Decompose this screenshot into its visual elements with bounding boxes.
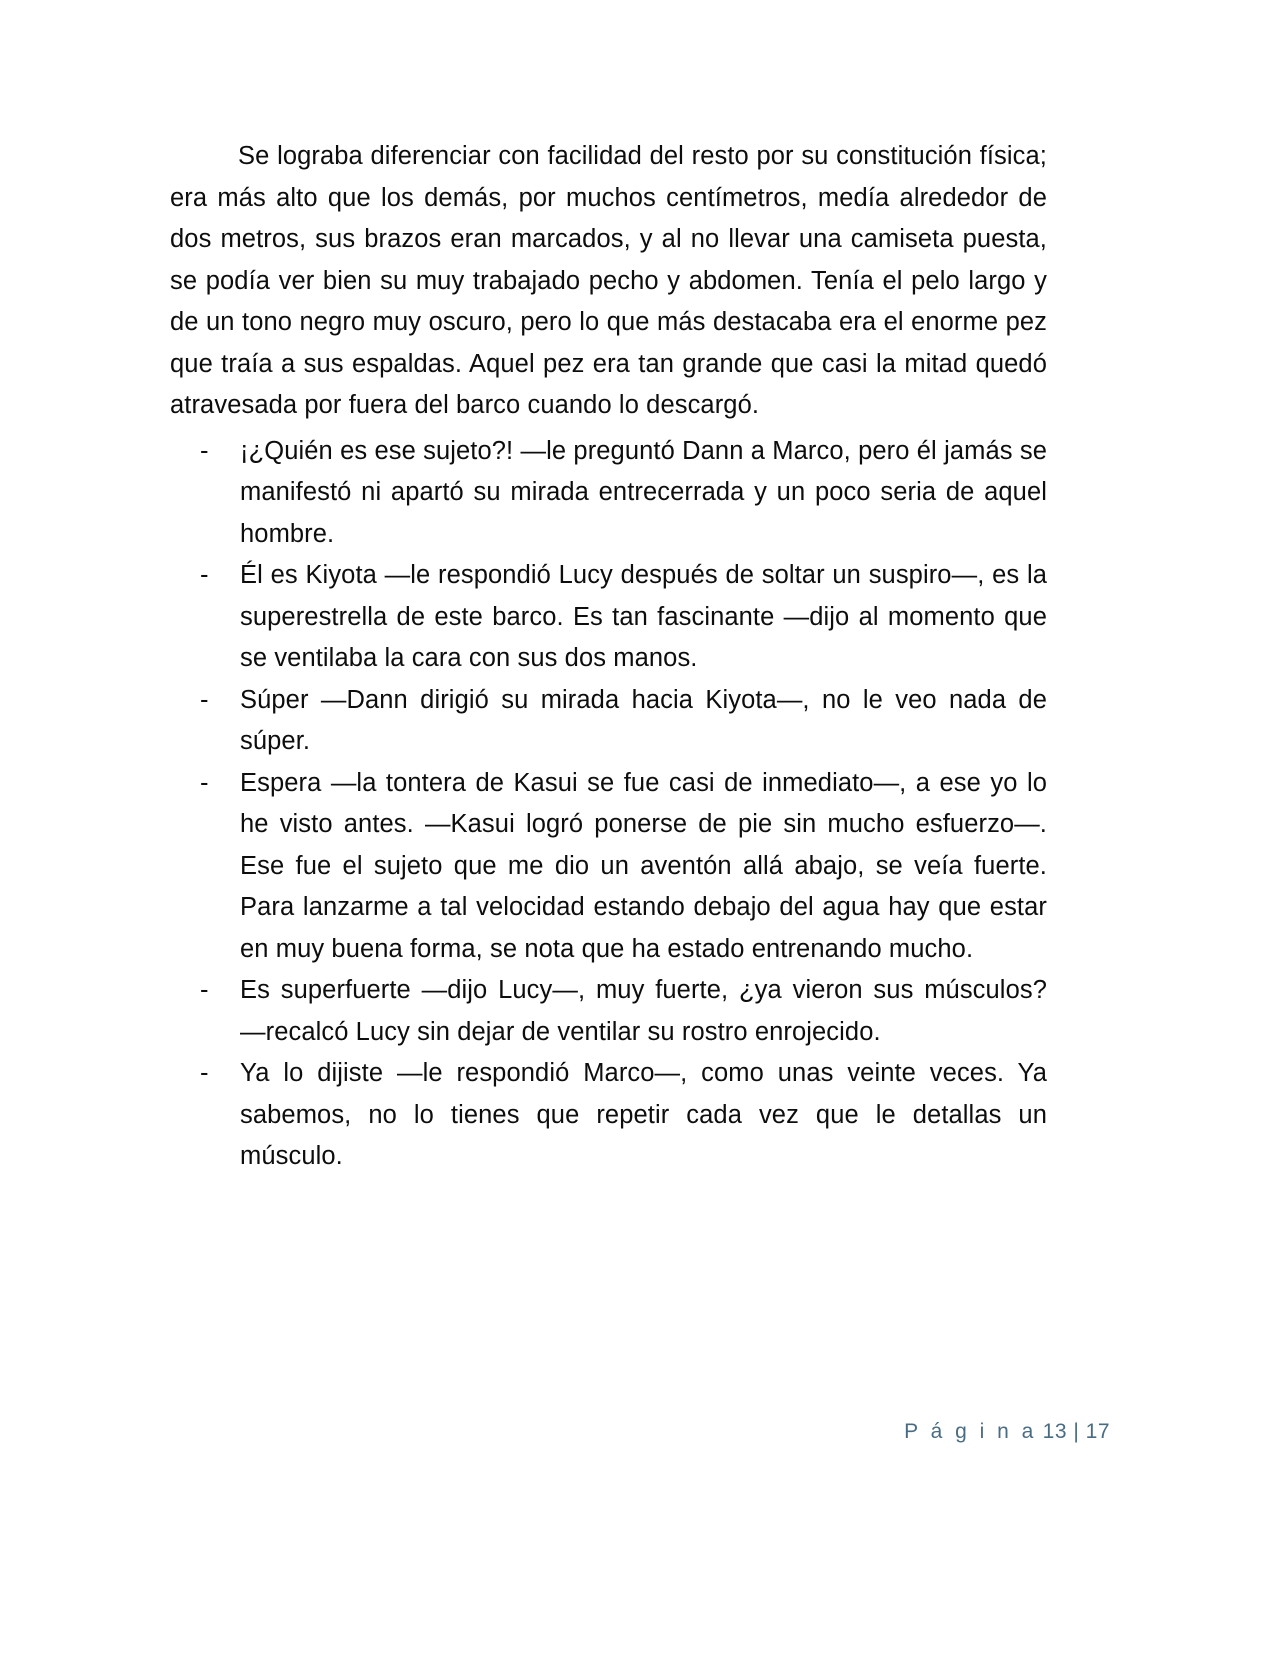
footer-label: P á g i n a xyxy=(904,1420,1037,1443)
list-item-text: Ya lo dijiste —le respondió Marco—, como unas veinte veces. Ya sabemos, no lo tienes que repetir cada vez que le detallas un músculo. xyxy=(240,1059,1047,1170)
list-item xyxy=(170,680,1047,763)
list-item xyxy=(170,431,1047,556)
list-item xyxy=(170,555,1047,680)
bullet-marker: - xyxy=(200,436,209,465)
list-item-text: Espera —la tontera de Kasui se fue casi de inmediato—, a ese yo lo he visto antes. —Kasui logró ponerse de pie sin mucho esfuerzo—. Ese fue el sujeto que me dio un aventón allá abajo, se veía fuerte. Para lanzarme a tal velocidad estando debajo del agua hay que estar en muy buena forma, se nota que ha estado entrenando mucho. xyxy=(240,768,1047,963)
bullet-marker: - xyxy=(200,768,209,797)
bullet-marker: - xyxy=(200,1059,209,1087)
bullet-marker: - xyxy=(200,685,209,714)
page-number: 13 | 17 xyxy=(1042,1420,1110,1443)
bullet-marker: - xyxy=(200,976,209,1004)
dialogue-list xyxy=(170,431,1047,1178)
list-item xyxy=(170,763,1047,971)
bullet-marker: - xyxy=(200,561,209,589)
list-item xyxy=(170,1053,1047,1178)
body-paragraph: Se lograba diferenciar con facilidad del resto por su constitución física; era más alto que los demás, por muchos centímetros, medía alrededor de dos metros, sus brazos eran marcados, y al no llevar una camiseta puesta, se podía ver bien su muy trabajado pecho y abdomen. Tenía el pelo largo y de un tono negro muy oscuro, pero lo que más destacaba era el enorme pez que traía a sus espaldas. Aquel pez era tan grande que casi la mitad quedó atravesada por fuera del barco cuando lo descargó. xyxy=(170,142,1047,419)
list-item-text: Súper —Dann dirigió su mirada hacia Kiyota—, no le veo nada de súper. xyxy=(240,685,1047,755)
list-item-text: ¡¿Quién es ese sujeto?! —le preguntó Dann a Marco, pero él jamás se manifestó ni apartó su mirada entrecerrada y un poco seria de aquel hombre. xyxy=(240,436,1047,548)
page-footer xyxy=(170,1420,1110,1444)
list-item-text: Él es Kiyota —le respondió Lucy después de soltar un suspiro—, es la superestrella de este barco. Es tan fascinante —dijo al momento que se ventilaba la cara con sus dos manos. xyxy=(240,561,1047,672)
list-item xyxy=(170,970,1047,1053)
page-content xyxy=(170,136,1047,1178)
list-item-text: Es superfuerte —dijo Lucy—, muy fuerte, ¿ya vieron sus músculos? —recalcó Lucy sin dejar de ventilar su rostro enrojecido. xyxy=(240,976,1047,1046)
